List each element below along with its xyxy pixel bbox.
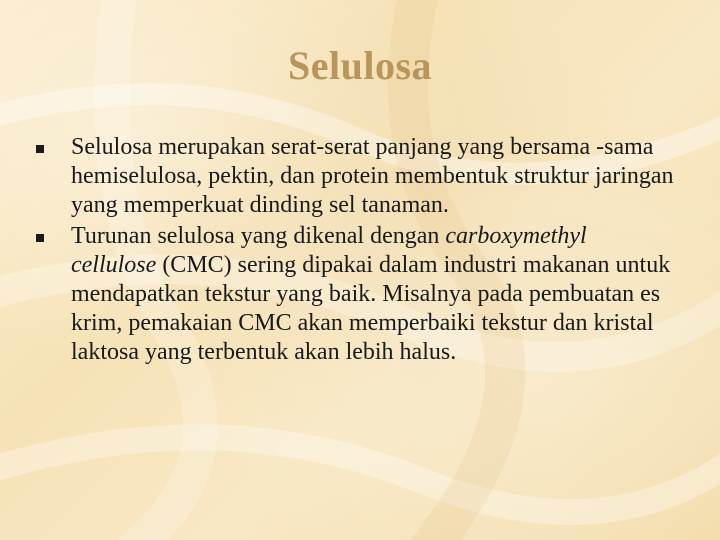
bullet-list <box>36 133 676 369</box>
bullet-item-2 <box>36 222 676 367</box>
square-bullet-icon <box>36 145 44 153</box>
bullet-text-2 <box>71 223 670 365</box>
bullet-text-2-before: Turunan selulosa yang dikenal dengan <box>71 223 446 249</box>
square-bullet-icon <box>36 234 44 242</box>
bullet-text-2-after: (CMC) sering dipakai dalam industri makanan untuk mendapatkan tekstur yang baik. Misalnya pada pembuatan es krim, pemakaian CMC akan memperbaiki tekstur dan kristal laktosa yang terbentuk akan lebih halus. <box>71 252 671 365</box>
bullet-text-1: Selulosa merupakan serat-serat panjang yang bersama -sama hemiselulosa, pektin, dan protein membentuk struktur jaringan yang memperkuat dinding sel tanaman. <box>71 134 674 218</box>
bullet-item-1 <box>36 133 676 220</box>
slide-title: Selulosa <box>287 43 433 88</box>
cmc-term: carboxymethyl cellulose <box>71 223 587 278</box>
